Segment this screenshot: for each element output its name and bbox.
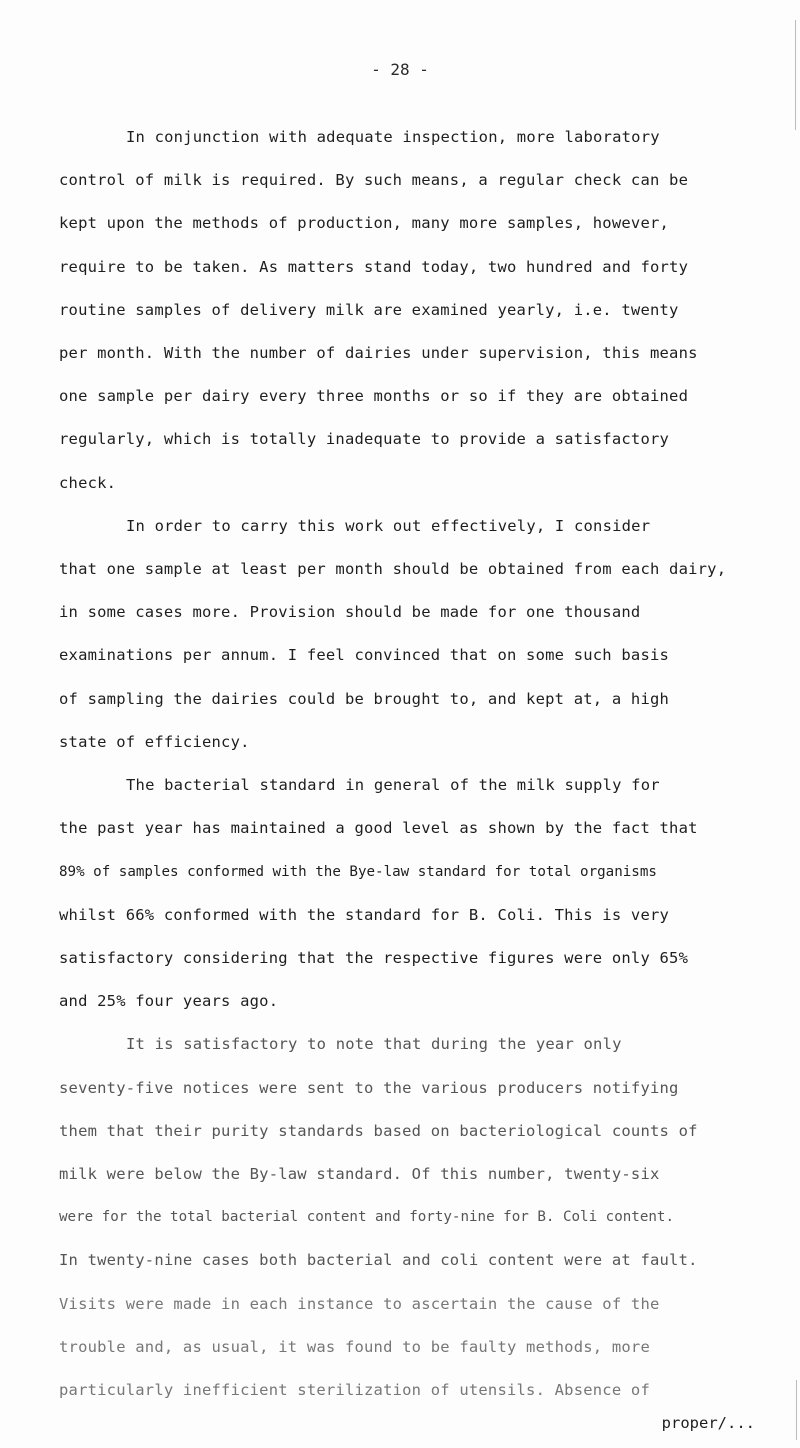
text-line: were for the total bacterial content and forty-nine for B. Coli content. xyxy=(59,1209,674,1225)
text-line: control of milk is required. By such means, a regular check can be xyxy=(59,171,689,189)
text-line: require to be taken. As matters stand today, two hundred and forty xyxy=(59,258,689,276)
text-line: In conjunction with adequate inspection, more laboratory xyxy=(126,128,660,146)
continuation-marker: proper/... xyxy=(661,1414,755,1432)
text-line: state of efficiency. xyxy=(59,733,250,751)
text-line: the past year has maintained a good level as shown by the fact that xyxy=(59,819,698,837)
text-line: It is satisfactory to note that during the year only xyxy=(126,1035,622,1053)
text-line: In order to carry this work out effectively, I consider xyxy=(126,517,651,535)
text-line: seventy-five notices were sent to the various producers notifying xyxy=(59,1079,679,1097)
text-line: In twenty-nine cases both bacterial and coli content were at fault. xyxy=(59,1251,698,1269)
text-line: them that their purity standards based on bacteriological counts of xyxy=(59,1122,698,1140)
text-line: kept upon the methods of production, many more samples, however, xyxy=(59,214,670,232)
text-line: per month. With the number of dairies under supervision, this means xyxy=(59,344,698,362)
text-line: of sampling the dairies could be brought to, and kept at, a high xyxy=(59,690,670,708)
text-line: whilst 66% conformed with the standard for B. Coli. This is very xyxy=(59,906,670,924)
text-line: examinations per annum. I feel convinced that on some such basis xyxy=(59,646,670,664)
text-line: routine samples of delivery milk are examined yearly, i.e. twenty xyxy=(59,301,679,319)
scan-edge-mark xyxy=(796,1380,797,1440)
text-line: 89% of samples conformed with the Bye-law standard for total organisms xyxy=(59,864,657,880)
text-line: milk were below the By-law standard. Of this number, twenty-six xyxy=(59,1165,660,1183)
text-line: trouble and, as usual, it was found to be faulty methods, more xyxy=(59,1338,650,1356)
text-line: The bacterial standard in general of the milk supply for xyxy=(126,776,660,794)
text-line: one sample per dairy every three months or so if they are obtained xyxy=(59,387,689,405)
text-line: that one sample at least per month should be obtained from each dairy, xyxy=(59,560,727,578)
text-line: check. xyxy=(59,474,117,492)
text-line: in some cases more. Provision should be made for one thousand xyxy=(59,603,641,621)
text-line: Visits were made in each instance to ascertain the cause of the xyxy=(59,1295,660,1313)
page-number: - 28 - xyxy=(371,60,429,79)
text-line: and 25% four years ago. xyxy=(59,992,279,1010)
text-line: regularly, which is totally inadequate to provide a satisfactory xyxy=(59,430,670,448)
text-line: satisfactory considering that the respective figures were only 65% xyxy=(59,949,689,967)
text-line: particularly inefficient sterilization of utensils. Absence of xyxy=(59,1381,650,1399)
